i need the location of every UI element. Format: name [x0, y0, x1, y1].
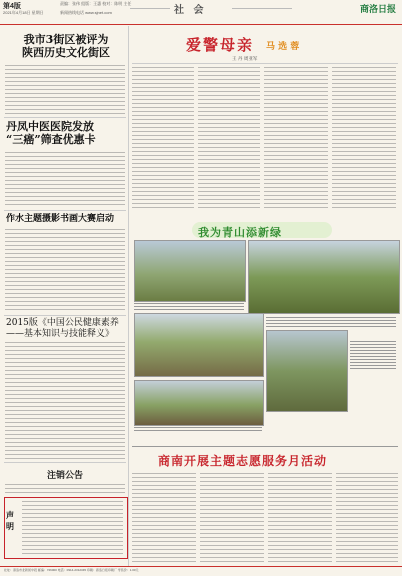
article-body: [132, 66, 194, 208]
divider: [4, 315, 126, 316]
divider: [4, 462, 126, 463]
photo-caption: [134, 302, 244, 310]
notice-body: [5, 483, 125, 495]
article-body: [132, 472, 196, 564]
newspaper-logo: 商洛日报: [359, 4, 396, 14]
feature-title: 爱警母亲: [186, 38, 255, 54]
footer-text: 社址：商洛市北新街中段 邮编：726000 电话：0914-2312345 印刷：商洛日报印刷厂 零售价：1.00元: [4, 568, 139, 572]
article-body: [5, 228, 125, 312]
masthead-bar: [0, 0, 402, 25]
article-body: [336, 472, 398, 564]
section-rule-right: [232, 8, 292, 9]
section-rule-left: [130, 8, 170, 9]
feature-byline: 王 丹 周亚军: [232, 57, 258, 62]
headline-photo-contest: 作水主题摄影书画大赛启动: [6, 214, 115, 224]
bottom-headline: 商南开展主题志愿服务月活动: [158, 454, 328, 468]
article-body: [5, 64, 125, 114]
photo-tree-planting-3: [134, 313, 264, 377]
divider: [4, 117, 126, 118]
editor-line: 责编：张伟 组版：王惠 校对：陈明 主任: [60, 1, 132, 6]
contact-line: 新闻热线电话 www.sjnet.com: [60, 10, 112, 15]
divider: [132, 446, 398, 447]
headline-health-literacy: 2015版《中国公民健康素养 ——基本知识与技能释义》: [6, 318, 119, 340]
photo-caption: [350, 340, 396, 370]
photo-tree-planting-2: [248, 240, 400, 314]
divider: [132, 63, 398, 64]
article-body: [200, 472, 264, 564]
photo-caption: [266, 316, 396, 328]
declaration-body: [22, 500, 123, 554]
headline-historic-districts: 我市3街区被评为 陕西历史文化街区: [22, 33, 110, 59]
feature-title-tail: 马 选 蓉: [266, 42, 300, 52]
photo-caption: [134, 426, 262, 432]
declaration-label: 声 明: [6, 510, 14, 532]
issue-date: 2021年4月18日 星期日: [3, 10, 44, 15]
article-body: [5, 341, 125, 459]
article-body: [268, 472, 332, 564]
notice-title: 注销公告: [46, 471, 83, 481]
photo-tree-planting-5: [134, 380, 264, 426]
column-divider: [128, 26, 129, 566]
photo-tree-planting-1: [134, 240, 246, 302]
section-title: 社 会: [174, 5, 207, 16]
page-number: 第4版: [3, 3, 21, 10]
headline-hospital: 丹凤中医医院发放 “三癌”筛查优惠卡: [6, 120, 96, 146]
article-body: [198, 66, 260, 208]
article-body: [332, 66, 396, 208]
article-body: [264, 66, 328, 208]
banner-text: 我为青山添新绿: [198, 226, 282, 239]
photo-tree-planting-4: [266, 330, 348, 412]
article-body: [5, 151, 125, 207]
divider: [4, 210, 126, 211]
